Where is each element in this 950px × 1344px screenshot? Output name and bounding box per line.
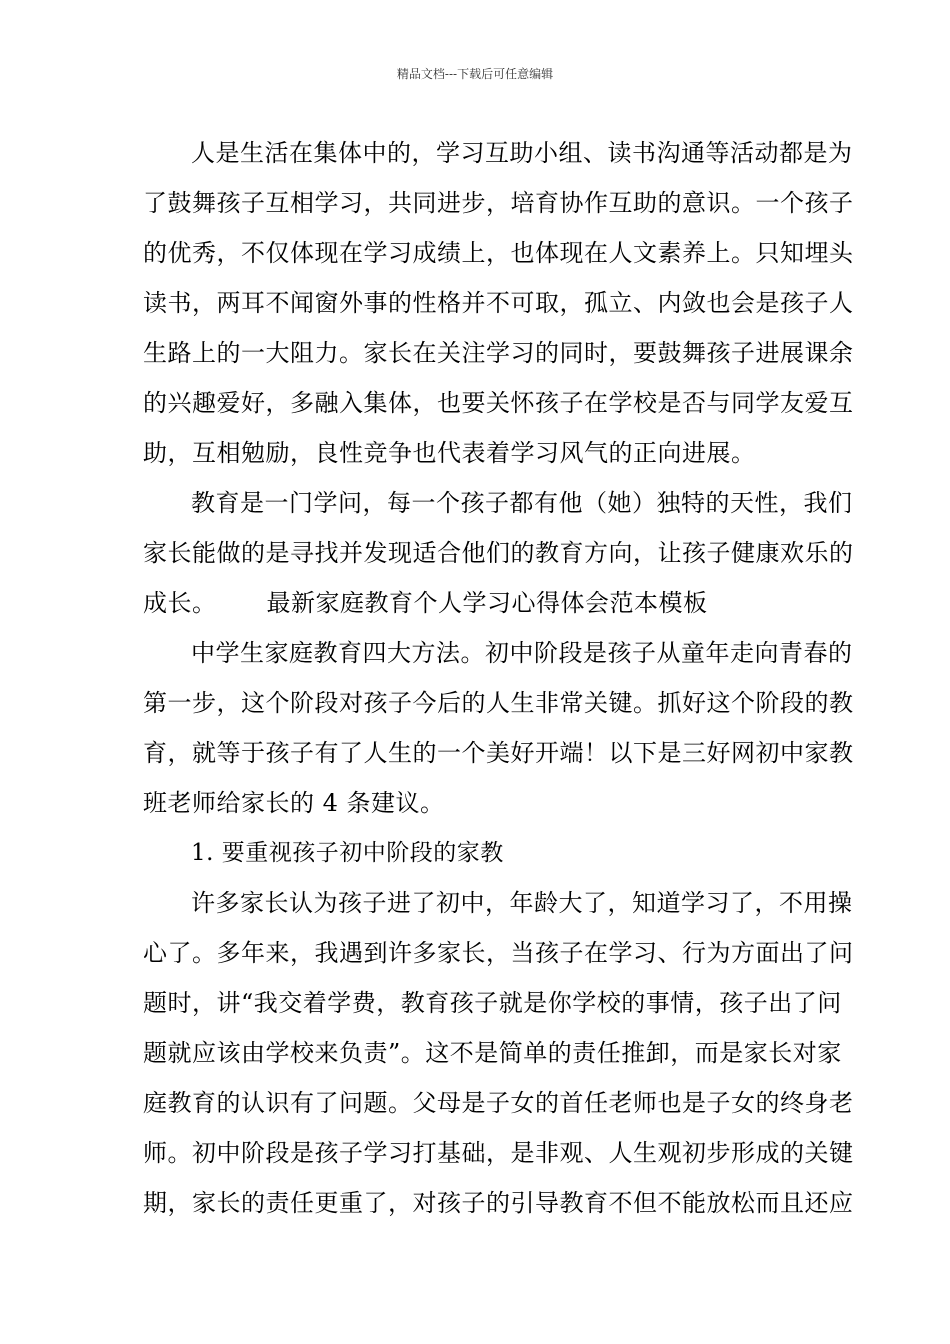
paragraph-line: 中学生家庭教育四大方法。初中阶段是孩子从童年走向青春的 [191,639,853,667]
paragraph-line: 第一步，这个阶段对孩子今后的人生非常关键。抓好这个阶段的教 [143,689,854,717]
section-heading: 1. 要重视孩子初中阶段的家教 [191,840,504,866]
paragraph-line: 师。初中阶段是孩子学习打基础，是非观、人生观初步形成的关键 [143,1139,854,1167]
paragraph-line: 育，就等于孩子有了人生的一个美好开端！以下是三好网初中家教 [143,739,854,767]
paragraph-line: 期，家长的责任更重了，对孩子的引导教育不但不能放松而且还应 [143,1189,854,1217]
page-header: 精品文档---下载后可任意编辑 [396,67,554,81]
inline-title: 最新家庭教育个人学习心得体会范本模板 [266,589,708,617]
paragraph-line: 成长。 [143,589,217,617]
paragraph-line: 的优秀，不仅体现在学习成绩上，也体现在人文素养上。只知埋头 [143,239,854,267]
paragraph-line: 题时，讲“我交着学费，教育孩子就是你学校的事情，孩子出了问 [143,989,842,1017]
paragraph-line: 人是生活在集体中的，学习互助小组、读书沟通等活动都是为 [191,139,853,167]
paragraph-line: 家长能做的是寻找并发现适合他们的教育方向，让孩子健康欢乐的 [143,539,854,567]
paragraph-line: 教育是一门学问，每一个孩子都有他（她）独特的天性，我们 [191,489,853,517]
paragraph-line: 班老师给家长的 4 条建议。 [143,789,445,817]
paragraph-line: 了鼓舞孩子互相学习，共同进步，培育协作互助的意识。一个孩子 [143,189,854,217]
paragraph-line: 庭教育的认识有了问题。父母是子女的首任老师也是子女的终身老 [143,1089,854,1117]
paragraph-line: 读书，两耳不闻窗外事的性格并不可取，孤立、内敛也会是孩子人 [143,289,854,317]
paragraph-line-with-title [143,578,813,628]
paragraph-line: 助，互相勉励，良性竞争也代表着学习风气的正向进展。 [143,439,756,467]
paragraph-line: 许多家长认为孩子进了初中，年龄大了，知道学习了，不用操 [191,889,853,917]
paragraph-line: 的兴趣爱好，多融入集体，也要关怀孩子在学校是否与同学友爱互 [143,389,854,417]
paragraph-line: 生路上的一大阻力。家长在关注学习的同时，要鼓舞孩子进展课余 [143,339,854,367]
document-body [143,128,854,1228]
paragraph-line: 题就应该由学校来负责”。这不是简单的责任推卸，而是家长对家 [143,1039,842,1067]
paragraph-line: 心了。多年来，我遇到许多家长，当孩子在学习、行为方面出了问 [143,939,854,967]
